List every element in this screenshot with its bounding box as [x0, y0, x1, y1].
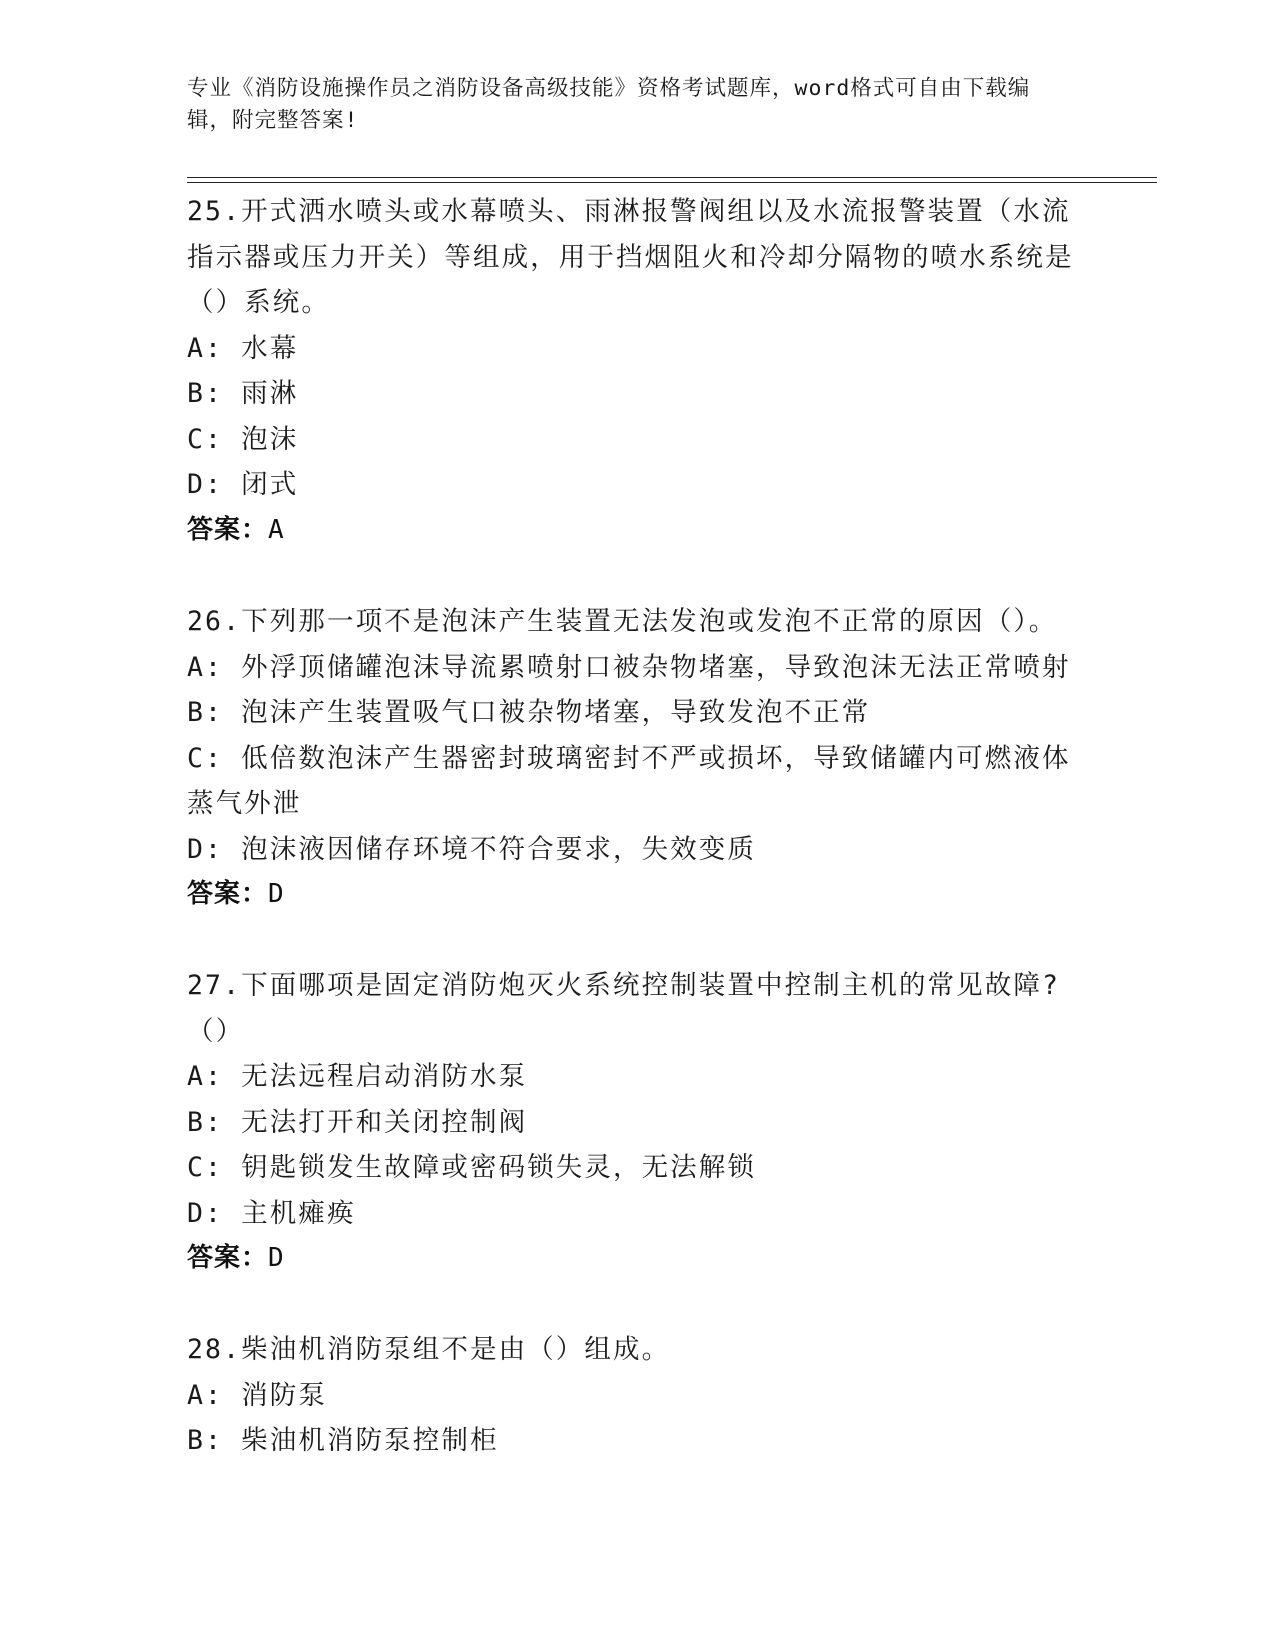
- option-b: B: 柴油机消防泵控制柜: [187, 1425, 499, 1456]
- answer-value: D: [268, 1243, 285, 1273]
- option-list: [187, 645, 1087, 873]
- answer-label: 答案：: [187, 514, 269, 545]
- header-divider-top: [187, 177, 1157, 178]
- answer-label: 答案：: [187, 879, 269, 909]
- question-28: [187, 1327, 1087, 1464]
- document-header-note: 专业《消防设施操作员之消防设备高级技能》资格考试题库，word格式可自由下载编辑，附完整答案!: [187, 76, 1031, 133]
- option-d: D: 闭式: [187, 469, 299, 500]
- option-c: C: 钥匙锁发生故障或密码锁失灵，无法解锁: [187, 1152, 756, 1183]
- option-list: [187, 1054, 1087, 1236]
- option-c: C: 低倍数泡沫产生器密封玻璃密封不严或损坏，导致储罐内可燃液体蒸气外泄: [187, 742, 1071, 819]
- question-stem: 27.下面哪项是固定消防炮灭火系统控制装置中控制主机的常见故障?（）: [187, 970, 1061, 1047]
- question-25: [187, 189, 1087, 553]
- option-c: C: 泡沫: [187, 423, 299, 455]
- header-divider-bottom: [187, 182, 1157, 183]
- option-list: [187, 1373, 1087, 1464]
- answer-label: 答案：: [187, 1243, 269, 1273]
- option-a: A: 消防泵: [187, 1379, 327, 1411]
- option-d: D: 泡沫液因储存环境不符合要求，失效变质: [187, 833, 756, 865]
- option-a: A: 无法远程启动消防水泵: [187, 1061, 528, 1092]
- answer-value: D: [268, 879, 285, 909]
- question-27: [187, 963, 1087, 1282]
- option-list: [187, 326, 1087, 508]
- answer-value: A: [268, 514, 285, 545]
- option-d: D: 主机瘫痪: [187, 1197, 356, 1229]
- option-b: B: 无法打开和关闭控制阀: [187, 1106, 528, 1138]
- option-a: A: 水幕: [187, 332, 299, 364]
- answer-line: [187, 508, 1087, 554]
- question-stem: 28.柴油机消防泵组不是由（）组成。: [187, 1334, 671, 1365]
- option-a: A: 外浮顶储罐泡沫导流累喷射口被杂物堵塞，导致泡沫无法正常喷射: [187, 651, 1071, 683]
- answer-line: [187, 872, 1087, 918]
- question-stem: 25.开式洒水喷头或水幕喷头、雨淋报警阀组以及水流报警装置（水流指示器或压力开关）等组成，用于挡烟阻火和冷却分隔物的喷水系统是（）系统。: [187, 196, 1074, 318]
- answer-line: [187, 1236, 1087, 1282]
- question-stem: 26.下列那一项不是泡沫产生装置无法发泡或发泡不正常的原因（）。: [187, 606, 1058, 637]
- option-b: B: 泡沫产生装置吸气口被杂物堵塞，导致发泡不正常: [187, 697, 871, 728]
- question-26: [187, 599, 1087, 918]
- option-b: B: 雨淋: [187, 378, 299, 409]
